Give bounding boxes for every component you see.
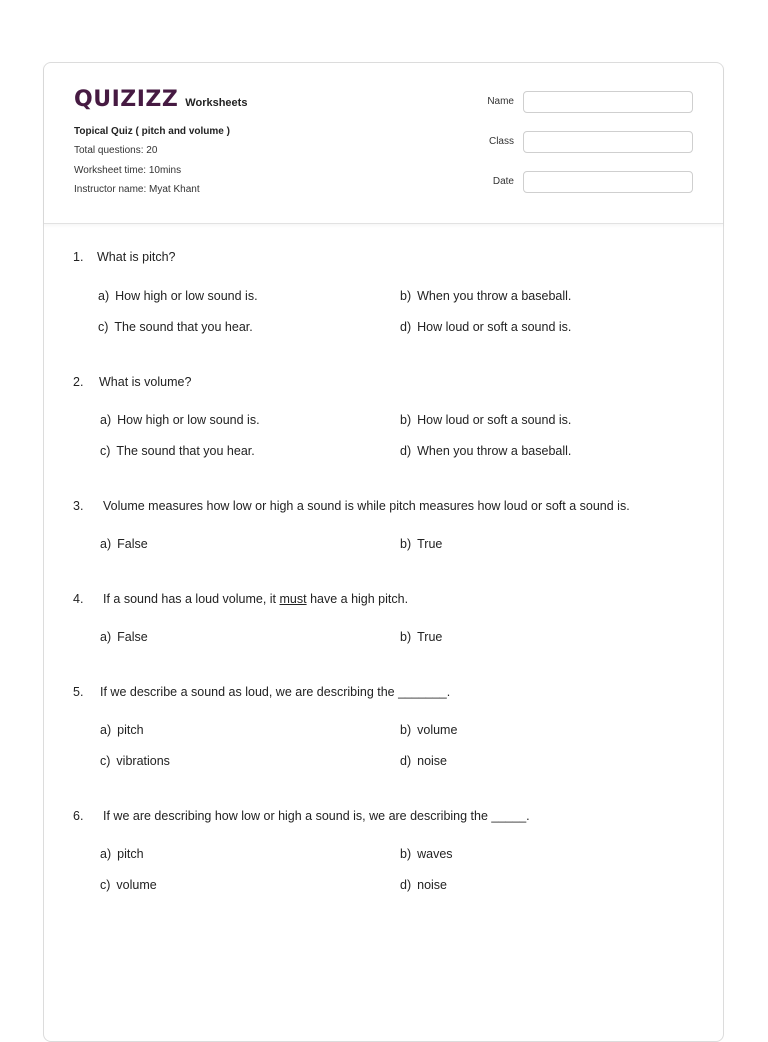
option-2a[interactable]: a) How high or low sound is. [100, 413, 260, 427]
question-2 [73, 375, 191, 389]
question-number: 1. [73, 250, 84, 264]
question-1 [73, 250, 176, 264]
option-6b[interactable]: b) waves [400, 847, 453, 861]
name-label: Name [487, 96, 514, 107]
option-6c[interactable]: c) volume [100, 878, 157, 892]
question-number: 3. [73, 499, 84, 513]
class-label: Class [488, 136, 514, 147]
question-text: If a sound has a loud volume, it must have a high pitch. [103, 592, 409, 606]
brand [74, 87, 247, 112]
question-text: What is pitch? [97, 250, 176, 264]
question-text: What is volume? [99, 375, 192, 389]
class-field[interactable] [523, 131, 693, 153]
question-3 [73, 499, 630, 513]
quiz-title: Topical Quiz ( pitch and volume ) [74, 126, 230, 137]
emphasis-underline: must [279, 592, 307, 606]
option-2d[interactable]: d) When you throw a baseball. [400, 444, 572, 458]
date-label: Date [492, 176, 514, 187]
option-1b[interactable]: b) When you throw a baseball. [400, 289, 572, 303]
worksheet-page [43, 62, 724, 1042]
question-text: If we are describing how low or high a sound is, we are describing the _____. [103, 809, 530, 823]
option-4b[interactable]: b) True [400, 630, 443, 644]
question-4 [73, 592, 408, 606]
option-5c[interactable]: c) vibrations [100, 754, 170, 768]
worksheet-header [44, 63, 723, 224]
option-2c[interactable]: c) The sound that you hear. [100, 444, 255, 458]
name-field[interactable] [523, 91, 693, 113]
option-1a[interactable]: a) How high or low sound is. [98, 289, 258, 303]
option-5a[interactable]: a) pitch [100, 723, 144, 737]
option-3a[interactable]: a) False [100, 537, 148, 551]
option-5b[interactable]: b) volume [400, 723, 458, 737]
total-questions: Total questions: 20 [74, 145, 158, 156]
option-6a[interactable]: a) pitch [100, 847, 144, 861]
question-number: 6. [73, 809, 84, 823]
option-6d[interactable]: d) noise [400, 878, 448, 892]
option-4a[interactable]: a) False [100, 630, 148, 644]
question-6 [73, 809, 530, 823]
question-text: If we describe a sound as loud, we are describing the _______. [100, 685, 451, 699]
option-2b[interactable]: b) How loud or soft a sound is. [400, 413, 572, 427]
question-5 [73, 685, 450, 699]
question-number: 4. [73, 592, 84, 606]
quizizz-logo: QUIZIZZ [74, 87, 179, 112]
question-number: 5. [73, 685, 84, 699]
option-3b[interactable]: b) True [400, 537, 443, 551]
brand-subtitle: Worksheets [185, 97, 248, 109]
instructor-name: Instructor name: Myat Khant [74, 184, 200, 195]
question-text: Volume measures how low or high a sound is while pitch measures how loud or soft a sound is. [103, 499, 630, 513]
option-5d[interactable]: d) noise [400, 754, 448, 768]
date-field[interactable] [523, 171, 693, 193]
option-1c[interactable]: c) The sound that you hear. [98, 320, 253, 334]
option-1d[interactable]: d) How loud or soft a sound is. [400, 320, 572, 334]
worksheet-time: Worksheet time: 10mins [74, 165, 182, 176]
question-number: 2. [73, 375, 84, 389]
